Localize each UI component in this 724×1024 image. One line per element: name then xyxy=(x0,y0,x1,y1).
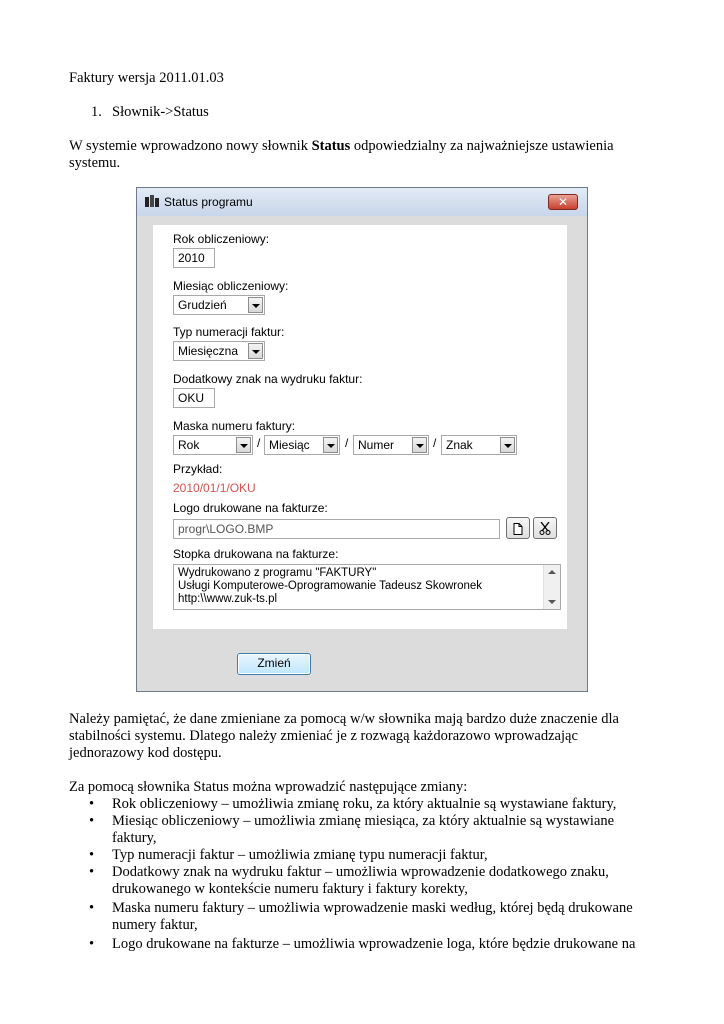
list-item-cont: drukowanego w kontekście numeru faktury i faktury korekty, xyxy=(112,881,468,897)
przyklad-value: 2010/01/1/OKU xyxy=(173,481,256,495)
bullet-marker: • xyxy=(89,813,95,829)
bullet-marker: • xyxy=(89,796,95,812)
chevron-down-icon[interactable] xyxy=(248,297,263,313)
maska-rok-select[interactable] xyxy=(173,435,253,455)
stopka-scrollbar[interactable] xyxy=(543,565,560,609)
intro-text-3: systemu. xyxy=(69,155,121,171)
bullet-marker: • xyxy=(89,864,95,880)
logo-input[interactable]: progr\LOGO.BMP xyxy=(173,519,500,539)
maska-miesiac-select[interactable] xyxy=(264,435,340,455)
intro-bold: Status xyxy=(311,138,351,154)
note-line-2: stabilności systemu. Dlatego należy zmieniać je z rozwagą każdorazowo wprowadzając xyxy=(69,728,578,744)
maska-label: Maska numeru faktury: xyxy=(173,419,296,433)
list-intro: Za pomocą słownika Status można wprowadzić następujące zmiany: xyxy=(69,779,468,795)
section-number: 1. xyxy=(91,104,102,120)
scroll-up-icon[interactable] xyxy=(548,570,556,574)
new-file-button[interactable] xyxy=(506,517,530,539)
list-item-cont: numery faktur, xyxy=(112,917,198,933)
maska-separator: / xyxy=(257,436,261,450)
maska-rok-value: Rok xyxy=(178,438,200,452)
section-title: Słownik->Status xyxy=(112,104,209,120)
stopka-line: http:\\www.zuk-ts.pl xyxy=(178,593,278,605)
chevron-down-icon[interactable] xyxy=(236,437,251,453)
rok-label: Rok obliczeniowy: xyxy=(173,232,270,246)
zmien-button[interactable]: Zmień xyxy=(237,653,311,675)
list-item: Logo drukowane na fakturze – umożliwia wprowadzenie loga, które będzie drukowane na xyxy=(112,936,636,952)
stopka-label: Stopka drukowana na fakturze: xyxy=(173,547,339,561)
maska-separator: / xyxy=(433,436,437,450)
scissors-button[interactable] xyxy=(533,517,557,539)
intro-paragraph xyxy=(69,138,614,155)
miesiac-select[interactable] xyxy=(173,295,265,315)
close-icon: ✕ xyxy=(557,195,569,209)
chevron-down-icon[interactable] xyxy=(500,437,515,453)
dialog-titlebar xyxy=(137,188,587,216)
chevron-down-icon[interactable] xyxy=(248,343,263,359)
new-file-icon xyxy=(513,523,523,535)
znak-input[interactable]: OKU xyxy=(173,388,215,408)
intro-text-1: W systemie wprowadzono nowy słownik xyxy=(69,138,312,154)
list-item-cont: faktury, xyxy=(112,830,157,846)
scroll-down-icon[interactable] xyxy=(548,600,556,604)
maska-separator: / xyxy=(345,436,349,450)
miesiac-value: Grudzień xyxy=(178,298,227,312)
maska-miesiac-value: Miesiąc xyxy=(269,438,310,452)
note-line-3: jednorazowy kod dostępu. xyxy=(69,745,222,761)
list-item: Dodatkowy znak na wydruku faktur – umożliwia wprowadzenie dodatkowego znaku, xyxy=(112,864,609,880)
status-dialog xyxy=(136,187,588,692)
typ-label: Typ numeracji faktur: xyxy=(173,325,285,339)
chevron-down-icon[interactable] xyxy=(412,437,427,453)
logo-label: Logo drukowane na fakturze: xyxy=(173,501,328,515)
close-button[interactable] xyxy=(548,194,578,210)
dialog-title: Status programu xyxy=(164,195,253,209)
app-icon xyxy=(145,195,159,207)
maska-numer-select[interactable] xyxy=(353,435,429,455)
typ-value: Miesięczna xyxy=(178,344,239,358)
intro-text-2: odpowiedzialny za najważniejsze ustawienia xyxy=(350,138,614,154)
miesiac-label: Miesiąc obliczeniowy: xyxy=(173,279,289,293)
note-line-1: Należy pamiętać, że dane zmieniane za pomocą w/w słownika mają bardzo duże znaczenie dla xyxy=(69,711,619,727)
stopka-textarea[interactable] xyxy=(173,564,561,610)
chevron-down-icon[interactable] xyxy=(323,437,338,453)
stopka-line: Wydrukowano z programu "FAKTURY" xyxy=(178,567,377,579)
bullet-marker: • xyxy=(89,847,95,863)
doc-title: Faktury wersja 2011.01.03 xyxy=(69,70,224,86)
znak-label: Dodatkowy znak na wydruku faktur: xyxy=(173,372,363,386)
maska-znak-value: Znak xyxy=(446,438,473,452)
rok-input[interactable]: 2010 xyxy=(173,248,215,268)
list-item: Maska numeru faktury – umożliwia wprowadzenie maski według, której będą drukowane xyxy=(112,900,633,916)
list-item: Typ numeracji faktur – umożliwia zmianę typu numeracji faktur, xyxy=(112,847,488,863)
scissors-icon xyxy=(539,522,551,535)
bullet-marker: • xyxy=(89,900,95,916)
typ-select[interactable] xyxy=(173,341,265,361)
maska-numer-value: Numer xyxy=(358,438,395,452)
przyklad-label: Przykład: xyxy=(173,462,223,476)
list-item: Miesiąc obliczeniowy – umożliwia zmianę miesiąca, za który aktualnie są wystawiane xyxy=(112,813,615,829)
bullet-marker: • xyxy=(89,936,95,952)
maska-znak-select[interactable] xyxy=(441,435,517,455)
list-item: Rok obliczeniowy – umożliwia zmianę roku, za który aktualnie są wystawiane faktury, xyxy=(112,796,617,812)
stopka-line: Usługi Komputerowe-Oprogramowanie Tadeusz Skowronek xyxy=(178,580,483,592)
dialog-panel xyxy=(153,225,567,629)
